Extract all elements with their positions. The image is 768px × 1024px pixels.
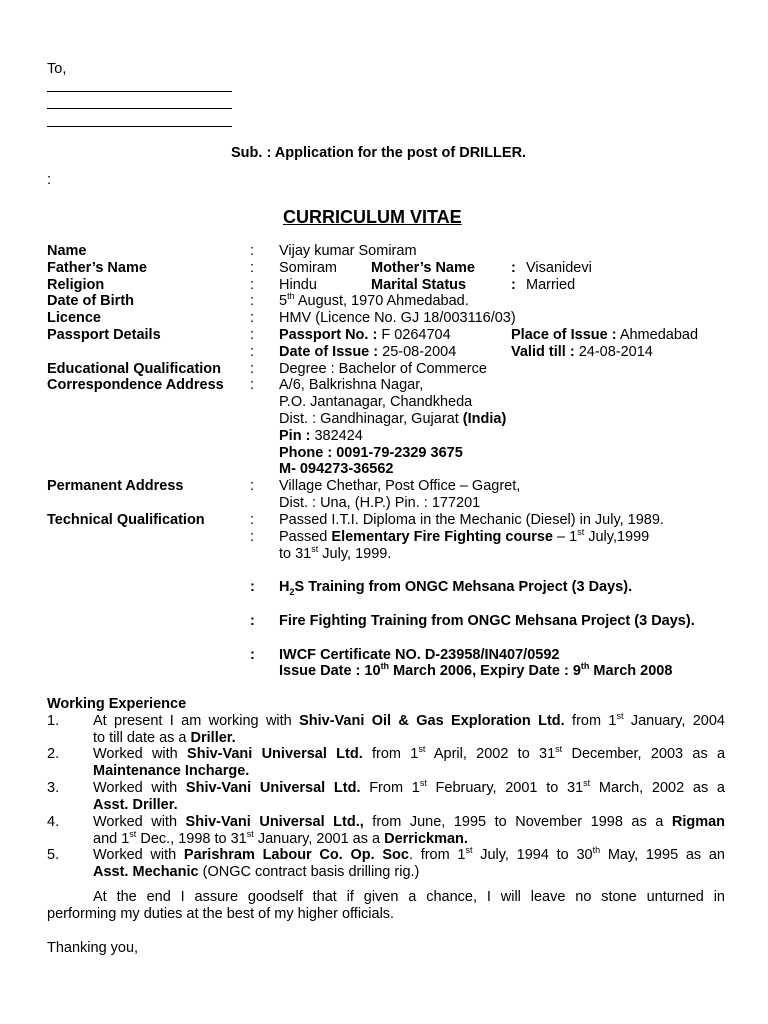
date-of-issue: Date of Issue : 25-08-2004: [279, 344, 457, 360]
phone-line: Phone : 0091-79-2329 3675: [279, 445, 463, 461]
permanent-label: Permanent Address: [47, 478, 184, 494]
colon: :: [511, 277, 516, 293]
religion-row: [47, 277, 737, 294]
name-value: Vijay kumar Somiram: [279, 243, 417, 259]
technical-line-2: Passed Elementary Fire Fighting course – 1st July,1999: [279, 527, 650, 545]
mother-value: Visanidevi: [526, 260, 592, 276]
religion-label: Religion: [47, 277, 105, 293]
passport-label: Passport Details: [47, 327, 161, 343]
colon: :: [250, 361, 255, 377]
experience-item-text: At present I am working with Shiv-Vani Oil & Gas Exploration Ltd. from 1st January, 2004 to till date as a Driller.: [93, 711, 725, 746]
correspondence-line-2: P.O. Jantanagar, Chandkheda: [279, 394, 473, 410]
passport-row-2: [47, 344, 737, 361]
licence-label: Licence: [47, 310, 101, 326]
correspondence-line-1: A/6, Balkrishna Nagar,: [279, 377, 424, 393]
iwcf-dates: Issue Date : 10th March 2006, Expiry Date : 9th March 2008: [279, 661, 673, 679]
colon: :: [250, 293, 255, 309]
subject-line: Sub. : Application for the post of DRILLER.: [231, 145, 527, 161]
address-blank-line-3: [47, 126, 232, 127]
dob-value: 5th August, 1970 Ahmedabad.: [279, 291, 469, 309]
permanent-row: [47, 478, 737, 495]
place-of-issue: Place of Issue : Ahmedabad: [511, 327, 699, 343]
technical-row-2: [47, 529, 737, 546]
marital-label: Marital Status: [371, 277, 467, 293]
name-label: Name: [47, 243, 87, 259]
stray-colon: :: [47, 172, 52, 188]
licence-value: HMV (Licence No. GJ 18/003116/03): [279, 310, 516, 326]
closing-paragraph-line-2: performing my duties at the best of my higher officials.: [47, 906, 395, 922]
experience-item-text: Worked with Parishram Labour Co. Op. Soc. from 1st July, 1994 to 30th May, 1995 as an Asst. Mechanic (ONGC contract basis drilling rig.): [93, 845, 725, 880]
h2s-training-row: [47, 579, 737, 596]
colon: :: [250, 310, 255, 326]
colon: :: [250, 377, 255, 393]
colon: :: [250, 647, 255, 663]
iwcf-certificate: IWCF Certificate NO. D-23958/IN407/0592: [279, 647, 560, 663]
colon: :: [250, 579, 255, 595]
education-row: [47, 361, 737, 378]
fire-training-row: [47, 613, 737, 630]
dob-label: Date of Birth: [47, 293, 134, 309]
h2s-training: $H_2S$ Training from ONGC Mehsana Project (3 Days).: [279, 579, 633, 597]
address-blank-line-1: [47, 91, 232, 92]
mother-label: Mother’s Name: [371, 260, 475, 276]
passport-row-1: [47, 327, 737, 344]
iwcf-row: [47, 647, 737, 664]
experience-heading: Working Experience: [47, 696, 187, 712]
licence-row: [47, 310, 737, 327]
colon: :: [250, 613, 255, 629]
colon: :: [250, 529, 255, 545]
address-blank-line-2: [47, 108, 232, 109]
technical-row: [47, 512, 737, 529]
fire-training: Fire Fighting Training from ONGC Mehsana Project (3 Days).: [279, 613, 695, 629]
colon: :: [511, 260, 516, 276]
closing-paragraph-line-1: At the end I assure goodself that if given a chance, I will leave no stone unturned in: [93, 889, 725, 905]
colon: :: [250, 243, 255, 259]
parents-row: [47, 260, 737, 277]
to-line: To,: [47, 61, 67, 77]
education-label: Educational Qualification: [47, 361, 222, 377]
name-row: [47, 243, 737, 260]
colon: :: [250, 478, 255, 494]
experience-item-text: Worked with Shiv-Vani Universal Ltd. from 1st April, 2002 to 31st December, 2003 as a Maintenance Incharge.: [93, 744, 726, 779]
colon: :: [250, 327, 255, 343]
technical-label: Technical Qualification: [47, 512, 205, 528]
religion-value: Hindu: [279, 277, 317, 293]
dob-row: [47, 293, 737, 310]
colon: :: [250, 512, 255, 528]
pin-line: Pin : 382424: [279, 428, 363, 444]
correspondence-row: [47, 377, 737, 394]
passport-number: Passport No. : F 0264704: [279, 327, 451, 343]
education-value: Degree : Bachelor of Commerce: [279, 361, 487, 377]
valid-till: Valid till : 24-08-2014: [511, 344, 653, 360]
colon: :: [250, 260, 255, 276]
permanent-line-1: Village Chethar, Post Office – Gagret,: [279, 478, 521, 494]
marital-value: Married: [526, 277, 576, 293]
cv-document: To, Sub. : Application for the post of DRILLER. : CURRICULUM VITAE Name : Vijay kumar Somiram Father’s Name : Somiram Mother’s Name : Visanidevi Religion : Hindu Marital Status : Married Date of Birth : 5th August, 1970 Ahmedabad. Licence : HMV (Licence No. GJ 18/003116/03) Passport Details : Passport No. : F 0264704 Place of Issue : Ahmedabad : Date of Issue : 25-08-2004 Valid till : 24-08-2014 Educational Qualification : Degree : Bachelor of Commerce Correspondence Address : A/6, Balkrishna Nagar, P.O. Jantanagar, Chandkheda Dist. : Gandhinagar, Gujarat (India) Pin : 382424 Phone : 0091-79-2329 3675 M- 094273-36562 Permanent Address : Village Chethar, Post Office – Gagret, Dist. : Una, (H.P.) Pin. : 177201 Technical Qualification : Passed I.T.I. Diploma in the Mechanic (Diesel) in July, 1989. : Passed Elementary Fire Fighting course – 1st July,1999 to 31st July, 1999. : $H_2S$ Training from ONGC Mehsana Project (3 Days). : Fire Fighting Training from ONGC Mehsana Project (3 Days). : IWCF Certificate NO. D-23958/IN407/0592 Issue Date : 10th March 2006, Expiry Date : 9th March 2008 Working Experience 1. At present I am working with Shiv-Vani Oil & Gas Exploration Ltd. from 1st January, 2004 to till date as a Driller. 2. Worked with Shiv-Vani Universal Ltd. from 1st April, 2002 to 31st December, 2003 as a Maintenance Incharge. 3. Worked with Shiv-Vani Universal Ltd. From 1st February, 2001 to 31st March, 2002 as a Asst. Driller. 4. Worked with Shiv-Vani Universal Ltd., from June, 1995 to November 1998 as a Rigman and 1st Dec., 1998 to 31st January, 2001 as a Derrickman. 5. Worked with Parishram Labour Co. Op. Soc. from 1st July, 1994 to 30th May, 1995 as an Asst. Mechanic (ONGC contract basis drilling rig.) At the end I assure goodself that if given a chance, I will leave no stone unturned in performing my duties at the best of my higher officials. Thanking you,: [0, 0, 768, 1024]
document-title: CURRICULUM VITAE: [283, 207, 462, 227]
technical-line-1: Passed I.T.I. Diploma in the Mechanic (Diesel) in July, 1989.: [279, 512, 664, 528]
father-label: Father’s Name: [47, 260, 147, 276]
mobile-line: M- 094273-36562: [279, 461, 394, 477]
correspondence-line-3: Dist. : Gandhinagar, Gujarat (India): [279, 411, 507, 427]
permanent-line-2: Dist. : Una, (H.P.) Pin. : 177201: [279, 495, 481, 511]
correspondence-label: Correspondence Address: [47, 377, 224, 393]
technical-line-3: to 31st July, 1999.: [279, 544, 392, 562]
experience-item-text: Worked with Shiv-Vani Universal Ltd., from June, 1995 to November 1998 as a Rigman and 1st Dec., 1998 to 31st January, 2001 as a Derrickman.: [93, 814, 726, 847]
experience-item-text: Worked with Shiv-Vani Universal Ltd. From 1st February, 2001 to 31st March, 2002 as a Asst. Driller.: [93, 778, 725, 813]
thanking-line: Thanking you,: [47, 940, 139, 956]
colon: :: [250, 344, 255, 360]
father-value: Somiram: [279, 260, 338, 276]
colon: :: [250, 277, 255, 293]
